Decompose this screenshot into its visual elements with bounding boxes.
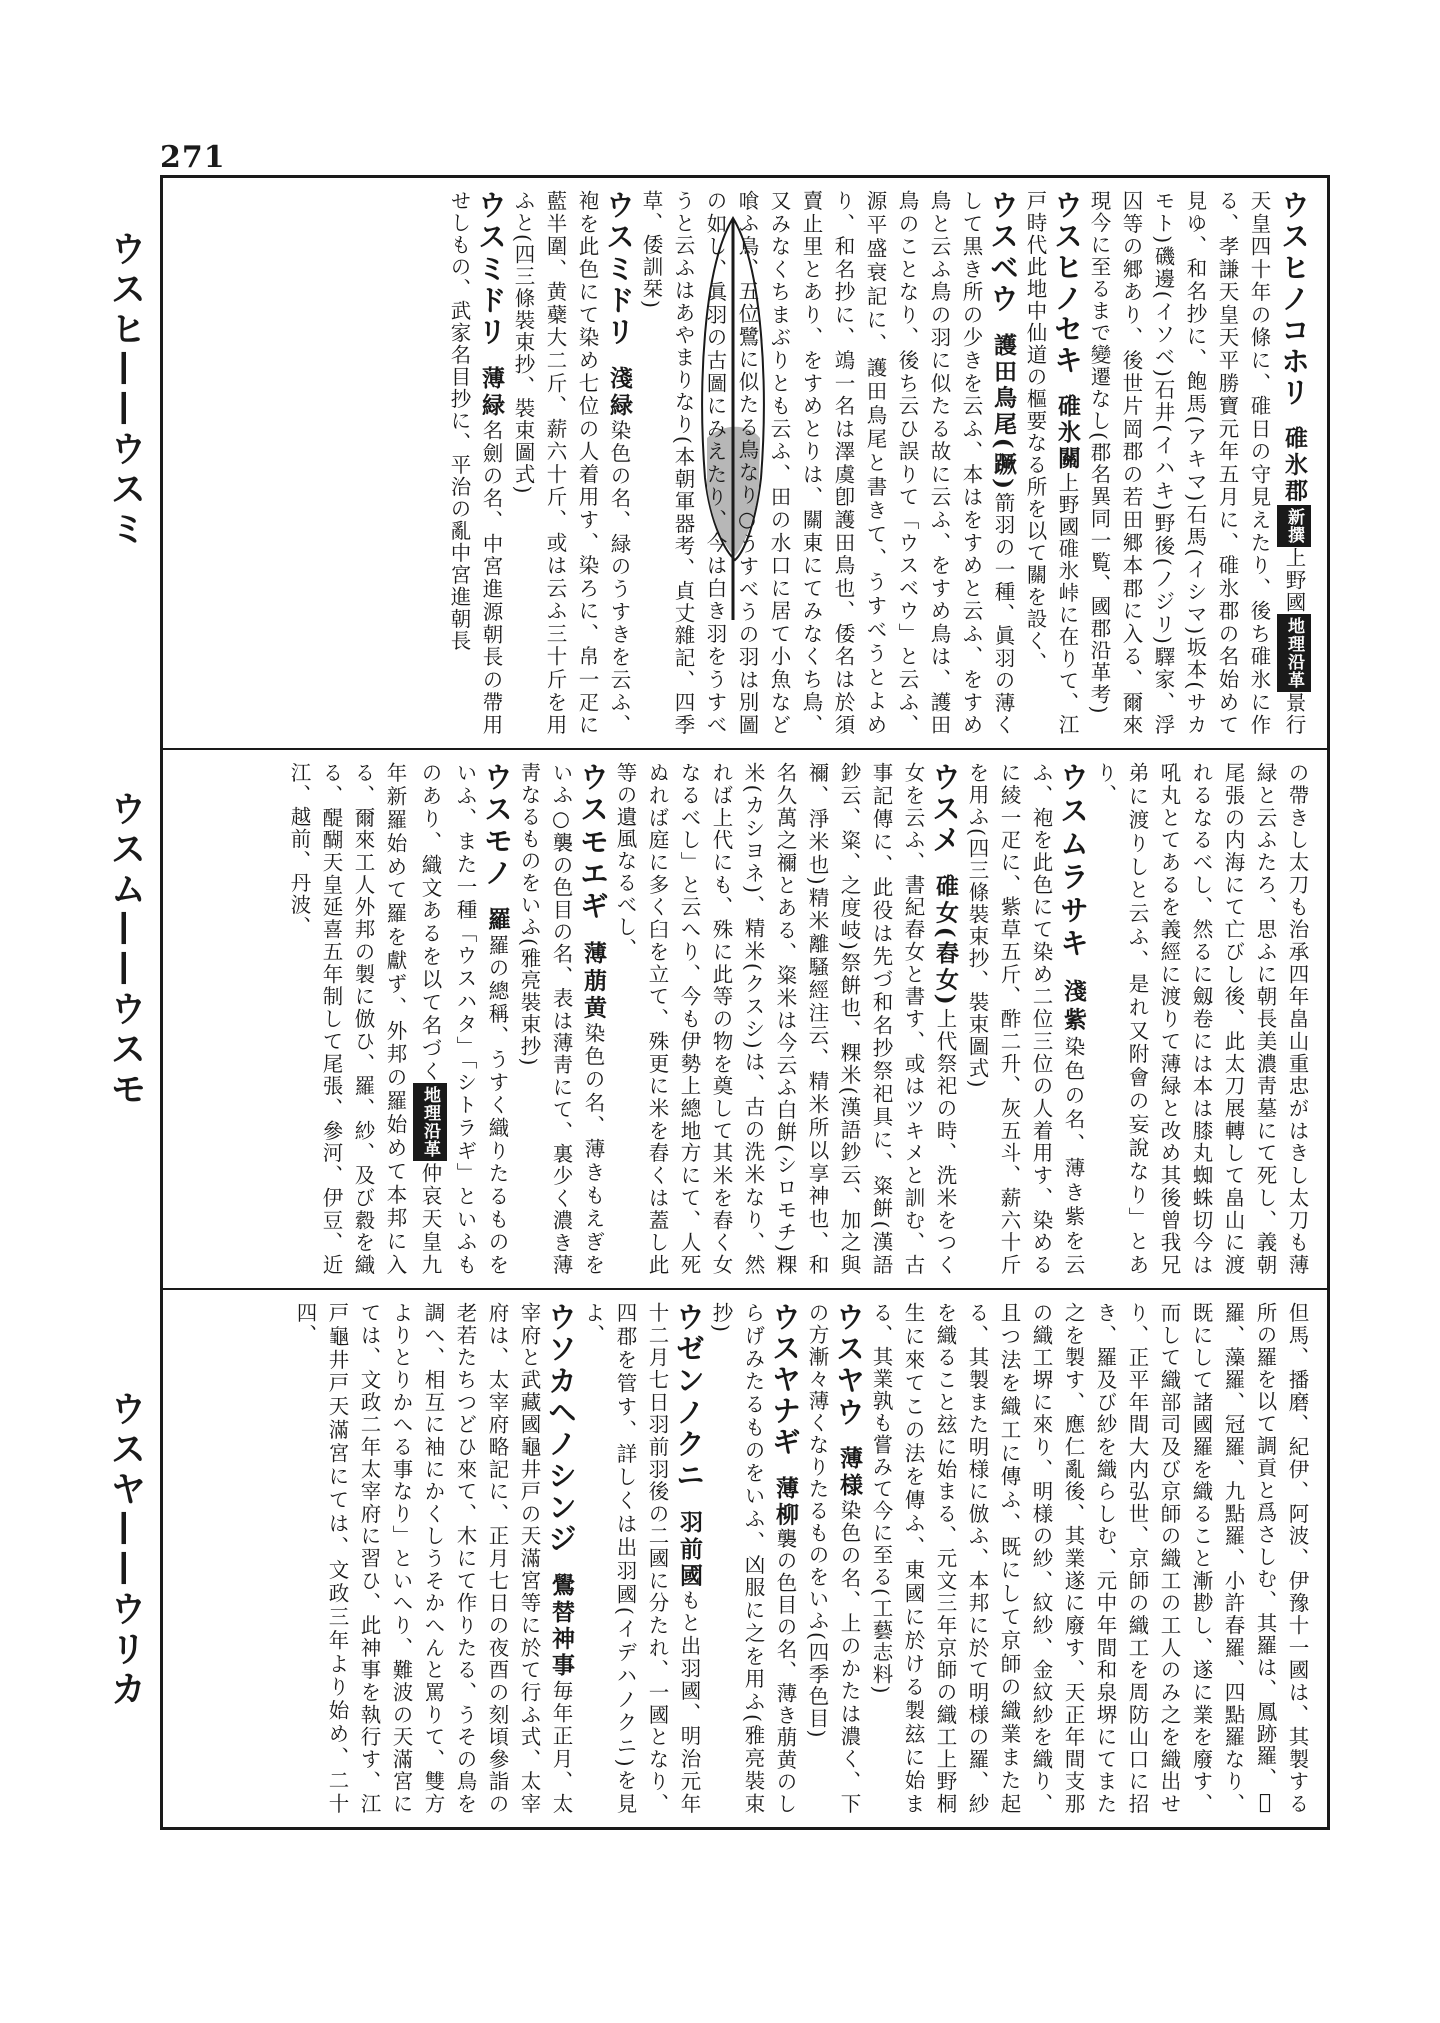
entry-text: もと出羽國、明治元年十二月七日羽前羽後の二國に分たれ、一國となり、四郡を管す、詳しくは出羽國(イデハノクニ)を見よ、 <box>581 1302 701 1815</box>
headword: ウスヤウ <box>832 1302 866 1429</box>
page-number: 271 <box>160 140 226 175</box>
headword: ウスヤナギ <box>768 1302 802 1458</box>
entry-text: 上代祭祀の時、洗米をつく女を云ふ、書紀舂女と書す、或はツキメと訓む、古事記傳に、此役は先づ和名抄祭祀具に、粢餠(漢語鈔云、粢、之度岐)祭餠也、粿米(漢語鈔云、加之與禰、淨米也)精米離騷經注云、精米所以享神也、和名久萬之禰とある、粢米は今云ふ白餠(シロモチ)粿米(カシヨネ)、精米(クスシ)は、古の洗米なり、然れば上代にも、殊に此等の物を奠して其米を舂く女なるべし」と云へり、今も伊勢上總地方にて、人死ぬれば庭に多く臼を立て、殊更に米を舂くは蓋し此等の遺風なるべし、 <box>613 762 957 1276</box>
headword: ウゼンノクニ <box>672 1302 706 1492</box>
entry-usumidori-sword <box>443 190 507 736</box>
entry-text: 仲哀天皇九年新羅始めて羅を獻ず、外邦の羅始めて本邦に入る、爾來工人外邦の製に倣ひ、羅、紗、及び縠を織る、醍醐天皇延喜五年制して尾張、參河、伊豆、近江、越前、丹波、 <box>287 762 442 1276</box>
entry-text: 箭羽の一種、眞羽の薄くして黒き所の少きを云ふ、本はをすめと云ふ、をすめ鳥と云ふ鳥の羽に似たる故に云ふ、をすめ鳥は、護田鳥のことなり、後ち云ひ誤りて「ウスベウ」と云ふ、源平盛衰記に、護田鳥尾と書きて、うすべうとよめり、和名抄に、鴗一名は澤虞卽護田鳥也、倭名は於須賣止里とあり、をすめとりは、關東にてみなくち鳥、又みなくちまぶりとも云ふ、田の水口に居て小魚など喰ふ鳥、五位鷺に似たる鳥なり○うすべうの羽は別圖の如し、眞羽の古圖にみえたり、今は白き羽をうすべうと云ふはあやまりなり(本朝軍器考、貞丈雜記、四季草、倭訓栞) <box>639 190 1015 736</box>
gloss: 薄様 <box>836 1446 863 1500</box>
tier-middle <box>163 748 1327 1288</box>
entry-text: 染色の名、緑のうすきを云ふ、袍を此色にて染め七位の人着用す、染ろに、帛一疋に藍半圍、黄蘗大二斤、薪六十斤、或は云ふ三十斤を用ふと(四三條裝束抄、裝束圖式) <box>511 190 631 736</box>
entry-text: の帶きし太刀も治承四年畠山重忠がはきし太刀も薄緑と云ふたろ、思ふに朝長美濃靑墓にて死し、義朝尾張の内海にて亡びし後、此太刀展轉して畠山に渡れるなるべし、然るに劔卷には本は膝丸蜘蛛切今は吼丸とてあるを義經に渡りて薄緑と改め其後曾我兄弟に渡りしと云ふ、是れ又附會の妄說なり」とあり、 <box>1093 762 1309 1276</box>
gloss: 羽前國 <box>676 1509 703 1590</box>
headword: ウスベウ <box>986 190 1020 315</box>
tier-bottom-text <box>177 1302 1313 1815</box>
gloss: 護田鳥尾(蹶) <box>990 332 1017 492</box>
gloss: 淺緑 <box>606 366 633 420</box>
side-header-middle: ウスム——ウスモ <box>105 790 146 1110</box>
entry-usume <box>609 762 961 1276</box>
entry-usumurasaki <box>961 762 1089 1276</box>
entry-usumoegi <box>513 762 609 1276</box>
entry-usuyau <box>801 1302 865 1815</box>
entry-usumidori-asa <box>507 190 635 736</box>
side-header-top: ウスヒ——ウスミ <box>105 230 146 550</box>
tier-middle-text <box>177 762 1313 1276</box>
side-header-bottom: ウスヤ——ウリカ <box>105 1390 146 1710</box>
gloss: 薄萠黄 <box>580 940 607 1023</box>
headword: ウスヒノコホリ <box>1277 190 1311 409</box>
entry-text: 染色の名、薄き紫を云ふ、袍を此色にて染め二位三位の人着用す、染めるに綾一疋に、紫草五斤、酢二升、灰五斗、薪六十斤を用ふ(四三條裝束抄、裝束圖式) <box>965 762 1085 1276</box>
entry-usuyanagi <box>705 1302 801 1815</box>
headword: ウスモノ <box>480 762 514 890</box>
headword: ウスヒノセキ <box>1050 190 1084 376</box>
entry-usuhi-no-kohori <box>1083 190 1313 736</box>
entry-text: 染色の名、上のかたは濃く、下の方漸々薄くなりたるものをいふ(四季色目) <box>805 1302 861 1815</box>
gloss: 薄緑 <box>478 366 505 420</box>
tag-new: 新撰 <box>1277 505 1311 547</box>
entry-text: 景行天皇四十年の條に、碓日の守見えたり、後ち碓氷に作る、孝謙天皇天平勝寶元年五月に、碓氷郡の名始めて見ゆ、和名抄に、飽馬(アキマ)石馬(イシマ)坂本(サカモト)磯邊(イソベ)石井(イハキ)野後(ノジリ)驛家、浮囚等の郷あり、後世片岡郡の若田郷本郡に入る、爾來現今に至るまで變遷なし(郡名異同一覧、國郡沿革考) <box>1087 190 1306 736</box>
gloss: 碓氷郡 <box>1281 426 1308 505</box>
headword: ウスミドリ <box>602 190 636 349</box>
gloss: 碓女(舂女) <box>932 874 959 1008</box>
entry-text: 名劍の名、中宮進源朝長の帶用せしもの、武家名目抄に、平治の亂中宮進朝長 <box>447 190 503 736</box>
gloss: 薄柳 <box>772 1475 799 1528</box>
tier-top <box>163 178 1327 748</box>
page-frame <box>160 175 1330 1830</box>
gloss: 淺紫 <box>1060 979 1087 1036</box>
entry-continuation <box>865 1302 1313 1815</box>
headword: ウソカヘノシンジ <box>544 1302 578 1556</box>
entry-text: 染色の名、薄きもえぎをいふ○襲の色目の名、表は薄靑にて、裏少く濃き薄靑なるものをいふ(雅亮裝束抄) <box>517 762 605 1276</box>
entry-text: 但馬、播磨、紀伊、阿波、伊豫十一國は、其製する所の羅を以て調貢と爲さしむ、其羅は、鳳跡羅、𦅅羅、藻羅、冠羅、九點羅、小許春羅、四點羅なり、既にして諸國羅を織ること漸尠し、遂に業を廢す、而して織部司及び京師の織工の工人のみ之を織出せり、正平年間大内弘世、京師の織工を周防山口に招き、羅及び紗を織らしむ、元中年間和泉堺にてまた之を製す、應仁亂後、其業遂に廢す、天正年間支那の織工堺に來り、明様の紗、紋紗、金紋紗を織り、且つ法を織工に傳ふ、既にして京師の織業また起る、其製また明様に倣ふ、本邦に於て明様の羅、紗を織ること玆に始まる、元文三年京師の織工上野桐生に來てこの法を傳ふ、東國に於ける製玆に始まる、其業孰も嘗みて今に至る(工藝志料) <box>869 1302 1309 1815</box>
entry-text: 上野國 <box>1282 546 1306 614</box>
headword: ウスミドリ <box>474 190 508 349</box>
gloss: 羅 <box>484 907 511 935</box>
entry-continuation <box>1089 762 1313 1276</box>
tier-top-text <box>373 190 1313 736</box>
headword: ウスモエギ <box>576 762 610 923</box>
tier-bottom <box>163 1288 1327 1827</box>
tag-geography: 地理沿革 <box>413 1083 447 1161</box>
entry-text: 羅の總稱、うすく織りたるものをいふ、また一種「ウスハタ」「シトラギ」といふものあり、織文あるを以て名づく <box>418 762 509 1276</box>
entry-uzen-no-kuni <box>577 1302 705 1815</box>
tag-geography: 地理沿革 <box>1277 614 1311 692</box>
entry-usumono <box>283 762 513 1276</box>
entry-usubeu <box>635 190 1019 736</box>
entry-text: 毎年正月、太宰府と武藏國龜井戸の天滿宮等に於て行ふ式、太宰府は、太宰府略記に、正月七日の夜酉の刻頃參詣の老若たちつどひ來て、木にて作りたる、うその鳥を調へ、相互に袖にかくしうそかへんと罵りて、雙方よりとりかへる事なり」といへり、難波の天滿宮にては、文政二年太宰府に習ひ、此神事を執行す、江戸龜井戸天滿宮にては、文政三年より始め、二十四、 <box>293 1302 573 1815</box>
headword: ウスムラサキ <box>1056 762 1090 962</box>
gloss: 鷽替神事 <box>548 1573 575 1680</box>
entry-text: 襲の色目の名、薄き萠黄のしらげみたるものをいふ、凶服に之を用ふ(雅亮裝束抄) <box>709 1302 797 1815</box>
headword: ウスメ <box>928 762 962 857</box>
entry-usokae-no-shinji <box>289 1302 577 1815</box>
entry-usuhi-no-seki <box>1019 190 1083 736</box>
entry-text: 上野國碓氷峠に在りて、江戸時代此地中仙道の樞要なる所を以て關を設く、 <box>1023 190 1079 736</box>
gloss: 碓氷關 <box>1054 394 1081 472</box>
